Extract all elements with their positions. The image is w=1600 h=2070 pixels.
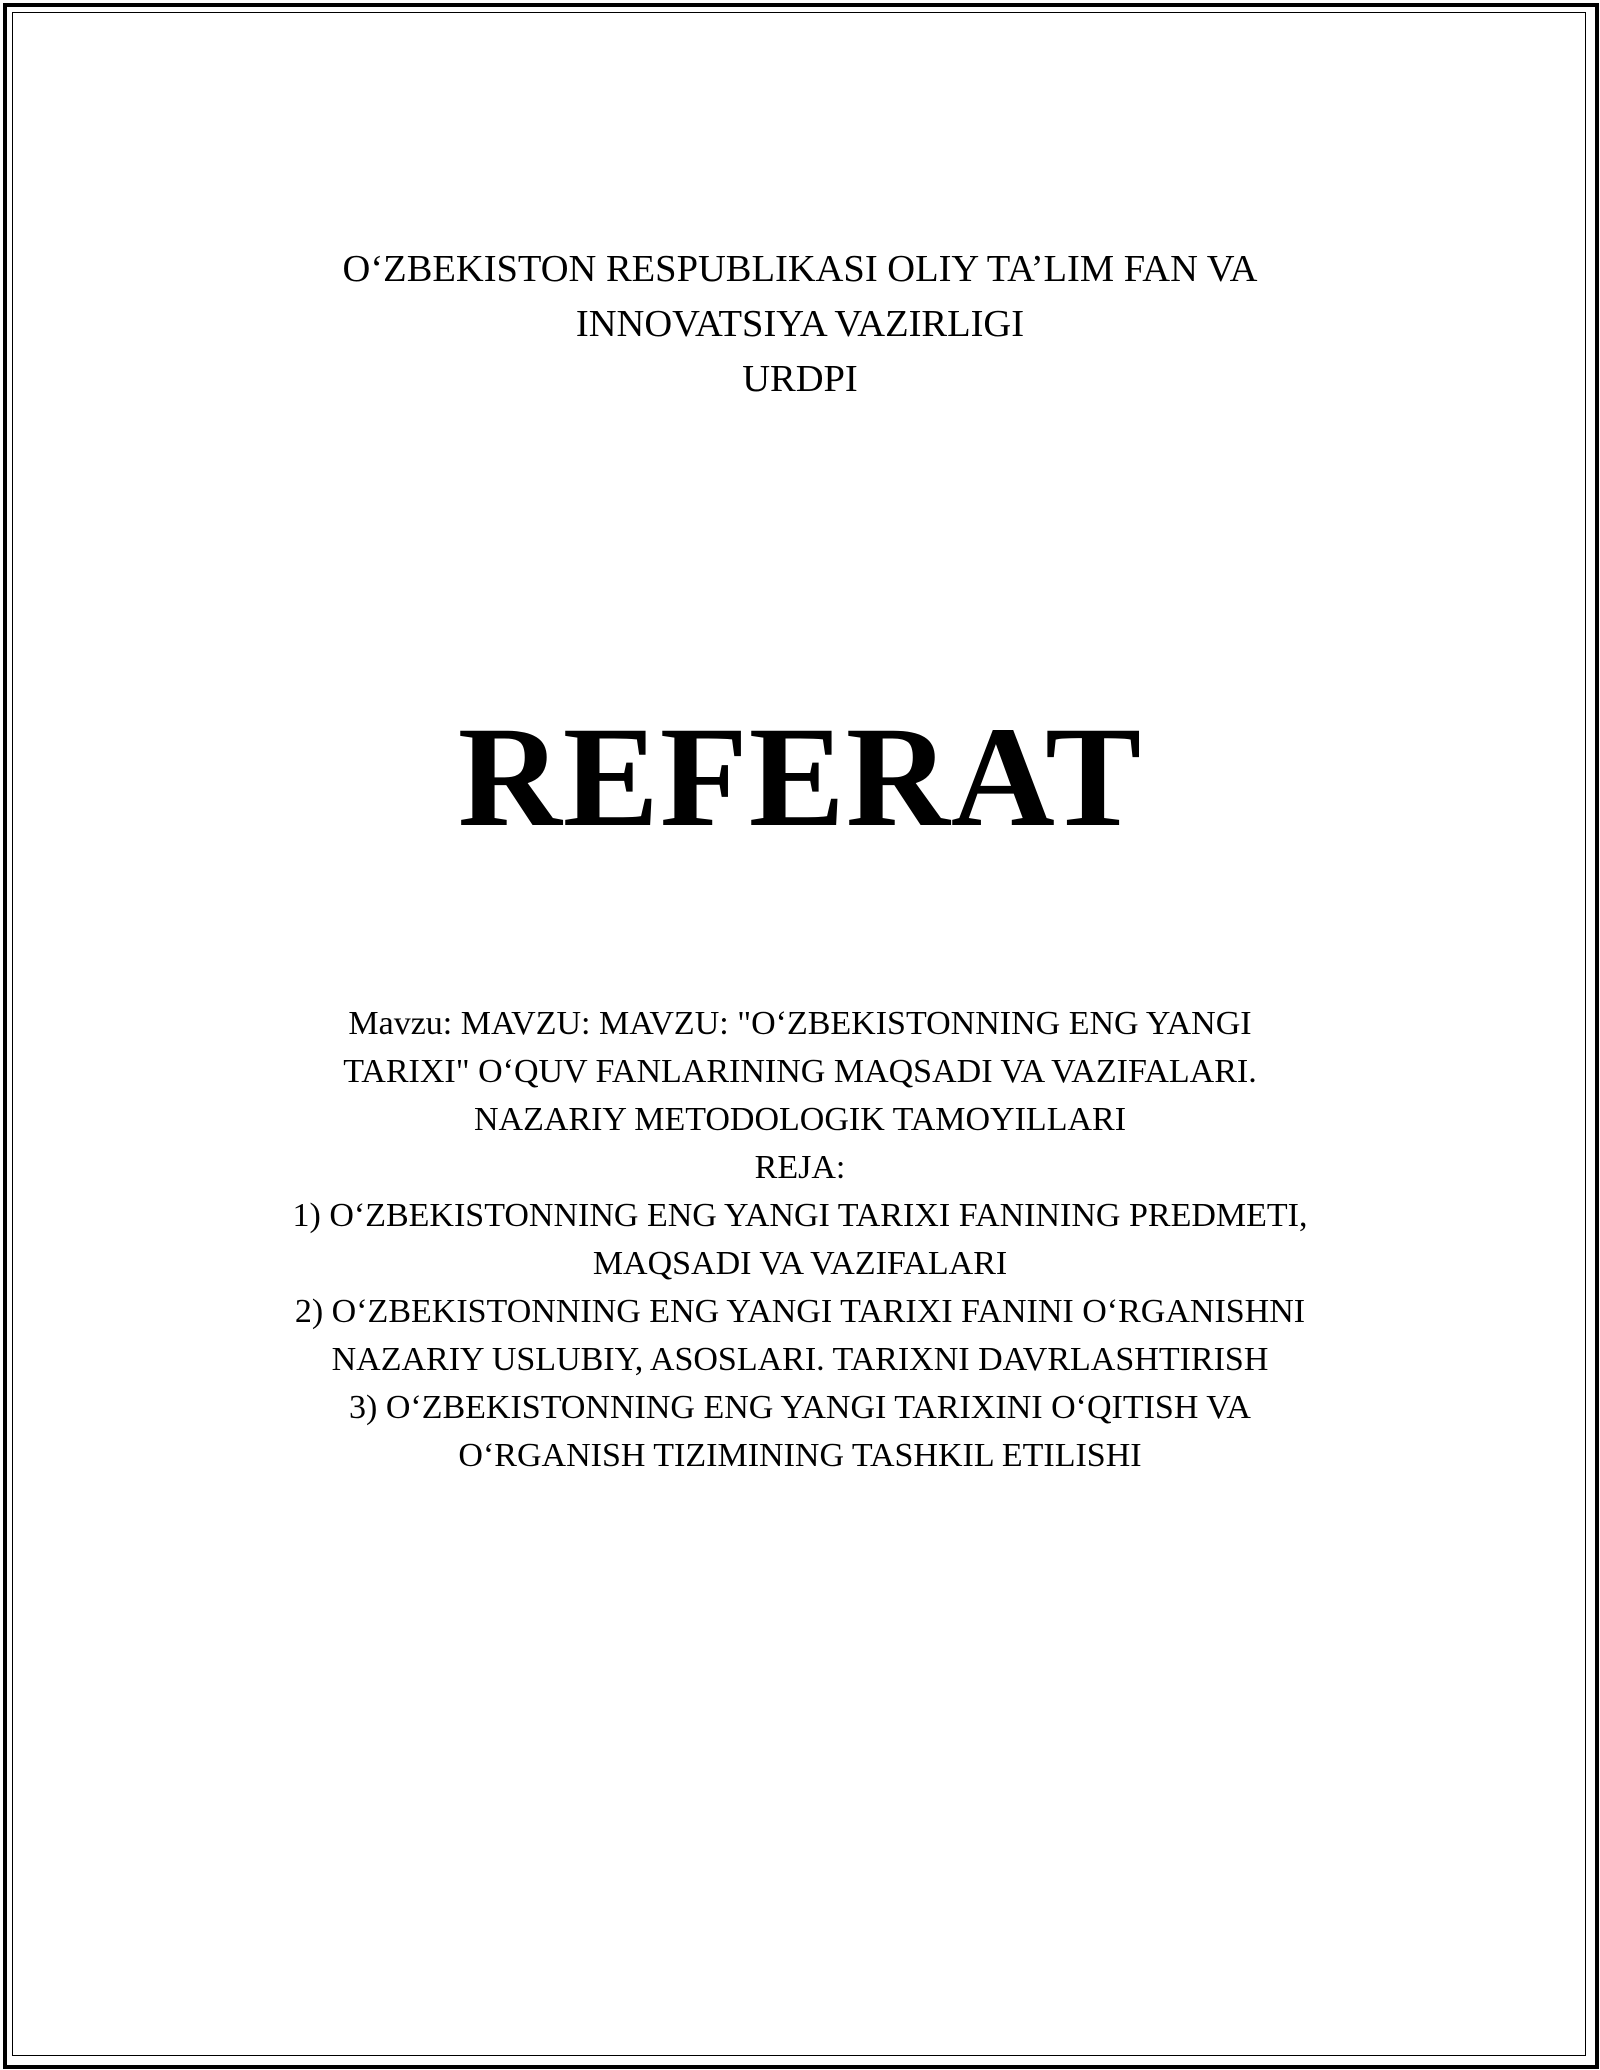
- plan-item: MAQSADI VA VAZIFALARI: [592, 1245, 1008, 1282]
- header-line: O‘ZBEKISTON RESPUBLIKASI OLIY TA’LIM FAN VA: [342, 248, 1258, 290]
- header-line: INNOVATSIYA VAZIRLIGI: [575, 303, 1025, 345]
- plan-item: O‘RGANISH TIZIMINING TASHKIL ETILISHI: [458, 1437, 1142, 1474]
- topic-line: TARIXI" O‘QUV FANLARINING MAQSADI VA VAZIFALARI.: [343, 1053, 1257, 1090]
- topic-line: NAZARIY METODOLOGIK TAMOYILLARI: [473, 1101, 1127, 1138]
- institution-header: [0, 242, 1600, 407]
- header-line: URDPI: [742, 358, 858, 400]
- topic-block: [0, 1000, 1600, 1480]
- plan-item: NAZARIY USLUBIY, ASOSLARI. TARIXNI DAVRLASHTIRISH: [331, 1341, 1269, 1378]
- topic-line: Mavzu: MAVZU: MAVZU: "O‘ZBEKISTONNING ENG YANGI: [348, 1005, 1252, 1042]
- plan-item: 1) O‘ZBEKISTONNING ENG YANGI TARIXI FANINING PREDMETI,: [292, 1197, 1308, 1234]
- plan-item: 2) O‘ZBEKISTONNING ENG YANGI TARIXI FANINI O‘RGANISHNI: [294, 1293, 1306, 1330]
- plan-item: 3) O‘ZBEKISTONNING ENG YANGI TARIXINI O‘QITISH VA: [349, 1389, 1251, 1426]
- plan-heading: REJA:: [754, 1149, 846, 1186]
- document-title: REFERAT: [457, 698, 1143, 857]
